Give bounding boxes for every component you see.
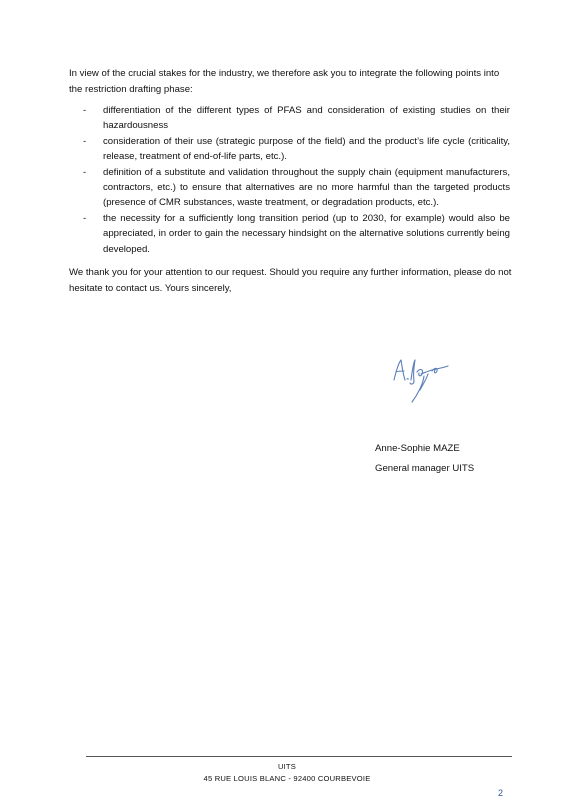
list-item xyxy=(83,165,510,211)
list-item-text: definition of a substitute and validation throughout the supply chain (equipment manufacturers, contractors, etc.) to ensure that alternatives are no more harmful than the targeted products (presence of CMR substances, waste treatment, or degradation products, etc.). xyxy=(103,166,510,209)
bullet-dash: - xyxy=(83,212,87,224)
footer-address: 45 RUE LOUIS BLANC - 92400 COURBEVOIE xyxy=(203,774,371,783)
list-item xyxy=(83,134,510,165)
bullet-dash: - xyxy=(83,105,87,116)
signer-title: General manager UITS xyxy=(375,463,475,474)
handwritten-signature xyxy=(388,354,452,406)
page-number: 2 xyxy=(498,788,504,798)
bullet-dash: - xyxy=(83,166,87,178)
footer-company-name: UITS xyxy=(277,762,297,771)
list-item-text: the necessity for a sufficiently long transition period (up to 2030, for example) would also be appreciated, in order to gain the necessary hindsight on the alternative solutions currently being developed. xyxy=(103,212,510,255)
requested-points-list xyxy=(83,103,510,257)
list-item xyxy=(83,103,510,134)
intro-paragraph: In view of the crucial stakes for the industry, we therefore ask you to integrate the following points into the restriction drafting phase: xyxy=(69,68,500,95)
list-item-text: consideration of their use (strategic purpose of the field) and the product’s life cycle (criticality, release, treatment of end-of-life parts, etc.). xyxy=(103,135,510,163)
closing-paragraph: We thank you for your attention to our request. Should you require any further information, please do not hesitate to contact us. Yours sincerely, xyxy=(69,267,512,294)
list-item-text: differentiation of the different types of PFAS and consideration of existing studies on their hazardousness xyxy=(103,105,510,132)
footer-divider xyxy=(86,756,512,757)
bullet-dash: - xyxy=(83,135,87,147)
signer-name: Anne-Sophie MAZE xyxy=(375,443,460,454)
list-item xyxy=(83,211,510,257)
